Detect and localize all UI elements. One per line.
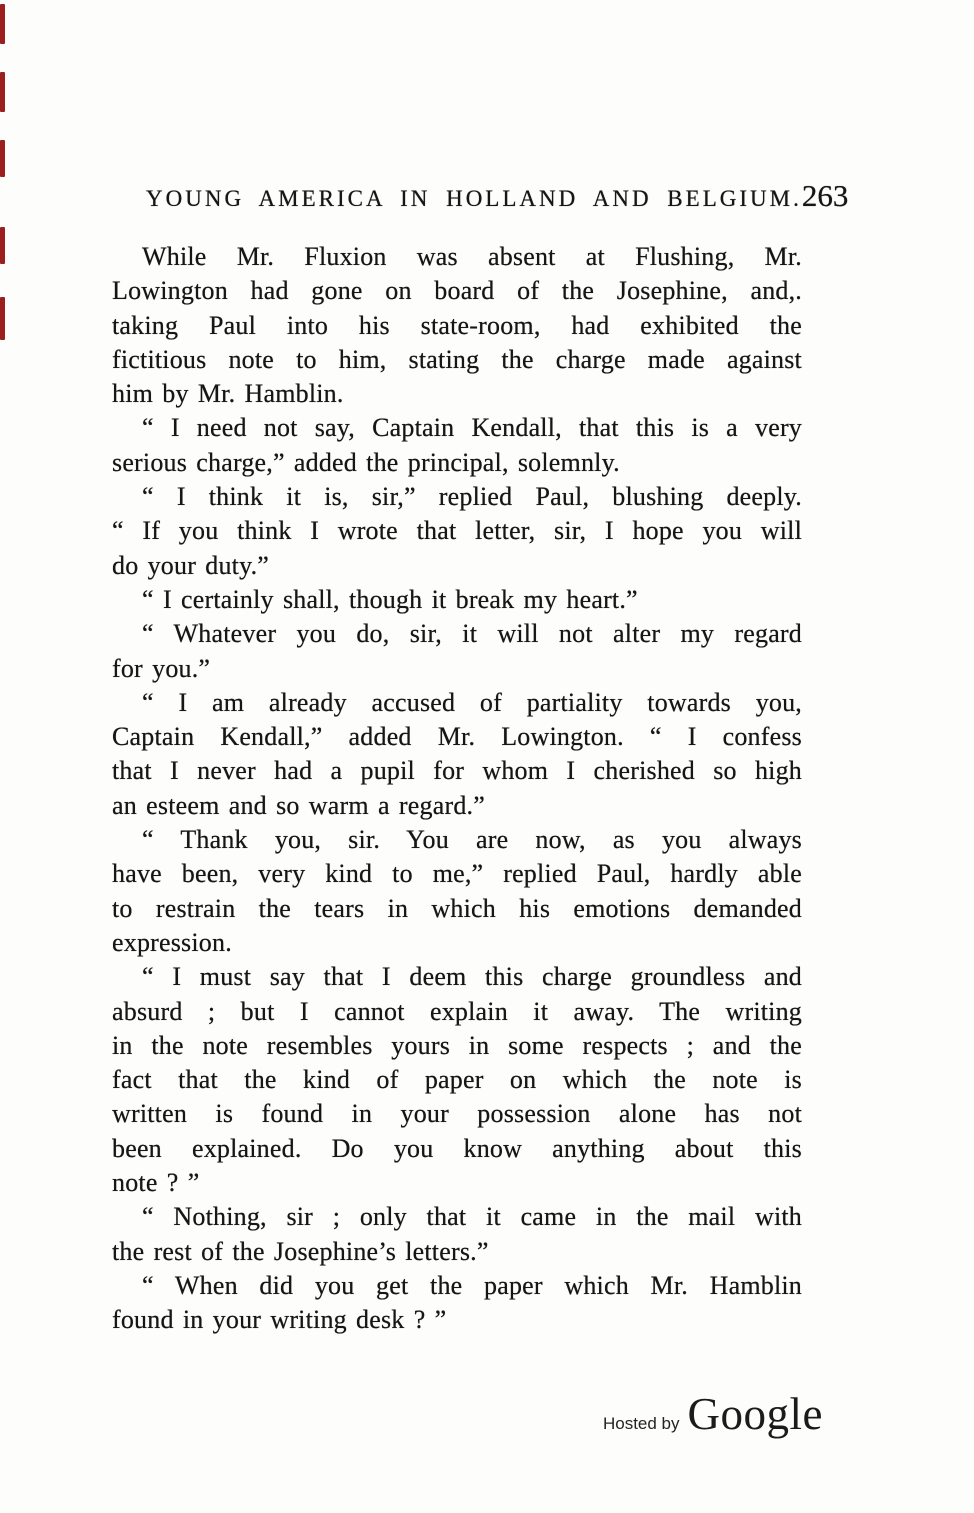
- page-header: [112, 178, 849, 213]
- body-line: him by Mr. Hamblin.: [112, 379, 344, 409]
- body-line: do your duty.”: [112, 550, 270, 580]
- body-line: “ Thank you, sir. You are now, as you always: [142, 825, 802, 855]
- running-title: YOUNG AMERICA IN HOLLAND AND BELGIUM.: [146, 186, 802, 211]
- body-line: that I never had a pupil for whom I cherished so high: [112, 756, 802, 786]
- page-number: 263: [801, 178, 849, 213]
- body-line: written is found in your possession alone has not: [112, 1099, 802, 1129]
- body-line: the rest of the Josephine’s letters.”: [112, 1236, 489, 1266]
- page-edge-mark: [0, 227, 5, 264]
- hosted-by-label: Hosted by: [602, 1414, 680, 1433]
- body-line: “ I must say that I deem this charge groundless and: [142, 962, 802, 992]
- body-line: for you.”: [112, 653, 211, 683]
- body-line: to restrain the tears in which his emotions demanded: [112, 893, 802, 923]
- body-line: note ? ”: [112, 1168, 200, 1198]
- body-line: have been, very kind to me,” replied Paul, hardly able: [112, 859, 802, 889]
- body-line: Lowington had gone on board of the Josephine, and,.: [112, 276, 802, 306]
- page-edge-mark: [0, 4, 5, 44]
- body-line: “ I think it is, sir,” replied Paul, blushing deeply.: [142, 482, 802, 512]
- body-line: “ Nothing, sir ; only that it came in the mail with: [142, 1202, 802, 1232]
- body-line: been explained. Do you know anything about this: [112, 1133, 802, 1163]
- body-line: While Mr. Fluxion was absent at Flushing, Mr.: [142, 242, 802, 271]
- body-line: “ I am already accused of partiality towards you,: [142, 687, 802, 717]
- body-line: “ I certainly shall, though it break my heart.”: [142, 584, 638, 614]
- body-line: absurd ; but I cannot explain it away. The writing: [112, 996, 802, 1026]
- body-line: “ If you think I wrote that letter, sir, I hope you will: [112, 516, 802, 546]
- body-line: fact that the kind of paper on which the note is: [112, 1065, 802, 1095]
- body-line: serious charge,” added the principal, solemnly.: [112, 447, 620, 477]
- body-line: “ When did you get the paper which Mr. Hamblin: [142, 1270, 802, 1300]
- body-line: expression.: [112, 927, 232, 957]
- body-line: taking Paul into his state-room, had exhibited the: [112, 310, 802, 340]
- body-line: Captain Kendall,” added Mr. Lowington. “ I confess: [112, 722, 802, 752]
- google-logo: Google: [687, 1389, 823, 1439]
- body-line: found in your writing desk ? ”: [112, 1305, 447, 1335]
- google-watermark: [602, 1389, 823, 1439]
- body-line: “ I need not say, Captain Kendall, that this is a very: [142, 413, 802, 443]
- body-text: [112, 240, 802, 1338]
- body-line: “ Whatever you do, sir, it will not alter my regard: [142, 619, 802, 649]
- page-edge-mark: [0, 297, 5, 340]
- body-line: fictitious note to him, stating the charge made against: [112, 344, 802, 374]
- page-edge-mark: [0, 72, 5, 112]
- page-edge-mark: [0, 140, 5, 177]
- body-line: in the note resembles yours in some respects ; and the: [112, 1030, 802, 1060]
- body-line: an esteem and so warm a regard.”: [112, 790, 485, 820]
